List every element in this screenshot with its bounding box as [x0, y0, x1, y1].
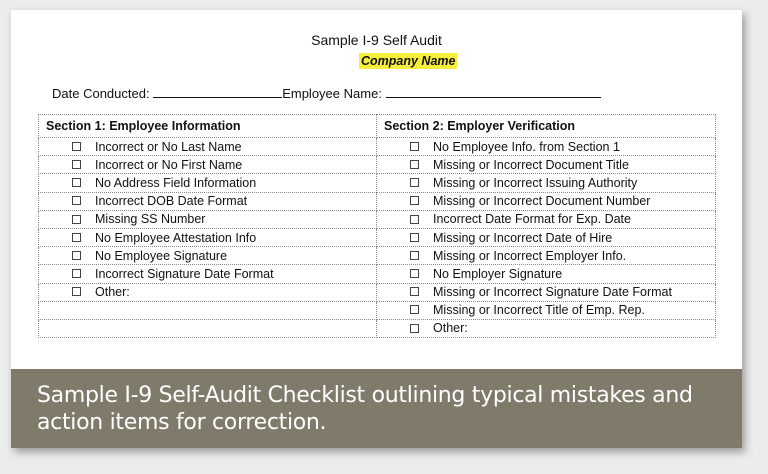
checkbox[interactable]	[410, 178, 419, 187]
checklist-item-label: No Employee Signature	[95, 248, 228, 263]
checklist-row	[39, 228, 716, 246]
section1-cell	[39, 283, 377, 301]
document-title: Sample I-9 Self Audit	[311, 32, 442, 48]
checkbox[interactable]	[410, 287, 419, 296]
checklist-item-label: No Employee Info. from Section 1	[433, 139, 620, 154]
section1-cell	[39, 301, 377, 319]
checkbox[interactable]	[72, 160, 81, 169]
checkbox[interactable]	[410, 251, 419, 260]
checklist-item-label: Missing or Incorrect Title of Emp. Rep.	[433, 303, 645, 318]
checkbox[interactable]	[72, 233, 81, 242]
checklist-item-label: Incorrect or No Last Name	[95, 139, 242, 154]
checklist-item-label: No Employee Attestation Info	[95, 230, 257, 245]
section2-cell	[377, 192, 716, 210]
checklist-item-label: Missing or Incorrect Document Number	[433, 194, 651, 209]
checklist-row	[39, 192, 716, 210]
checklist-item-label: Incorrect Date Format for Exp. Date	[433, 212, 631, 227]
checkbox[interactable]	[410, 269, 419, 278]
checklist-item-label: No Address Field Information	[95, 175, 257, 190]
section1-cell	[39, 174, 377, 192]
audit-checklist-table	[38, 114, 716, 338]
checkbox[interactable]	[410, 305, 419, 314]
checklist-row	[39, 319, 716, 337]
section1-cell	[39, 192, 377, 210]
checklist-item-label: Missing or Incorrect Signature Date Format	[433, 285, 672, 300]
section2-header: Section 2: Employer Verification	[377, 115, 716, 138]
checklist-item-label: Incorrect or No First Name	[95, 157, 243, 172]
employee-label: Employee Name:	[282, 86, 382, 101]
section2-cell	[377, 283, 716, 301]
date-field-line	[153, 86, 282, 98]
checklist-row	[39, 265, 716, 283]
checklist-row	[39, 301, 716, 319]
checkbox[interactable]	[410, 215, 419, 224]
checklist-item-label: Missing or Incorrect Employer Info.	[433, 248, 627, 263]
section1-cell	[39, 319, 377, 337]
checkbox[interactable]	[410, 160, 419, 169]
checklist-row	[39, 156, 716, 174]
section1-cell	[39, 228, 377, 246]
section1-cell	[39, 247, 377, 265]
document-card	[11, 10, 742, 448]
checklist-item-label: Missing or Incorrect Issuing Authority	[433, 175, 638, 190]
checkbox[interactable]	[410, 233, 419, 242]
checklist-item-label: Missing or Incorrect Date of Hire	[433, 230, 613, 245]
checklist-row	[39, 174, 716, 192]
meta-row	[52, 86, 601, 101]
section2-cell	[377, 210, 716, 228]
checklist-item-label: Missing SS Number	[95, 212, 206, 227]
section2-cell	[377, 156, 716, 174]
section-header-row	[39, 115, 716, 138]
checklist-item-label: Other:	[95, 285, 130, 300]
checkbox[interactable]	[72, 287, 81, 296]
checkbox[interactable]	[72, 196, 81, 205]
caption-banner	[11, 369, 742, 448]
section1-cell	[39, 138, 377, 156]
checklist-row	[39, 247, 716, 265]
checklist-item-label: Missing or Incorrect Document Title	[433, 157, 629, 172]
section2-cell	[377, 247, 716, 265]
section2-cell	[377, 301, 716, 319]
checklist-item-label: Other:	[433, 321, 468, 336]
caption-text: Sample I-9 Self-Audit Checklist outlining typical mistakes and action items for correction.	[37, 383, 693, 435]
checklist-item-label: Incorrect DOB Date Format	[95, 194, 248, 209]
section2-cell	[377, 174, 716, 192]
section1-header: Section 1: Employee Information	[39, 115, 377, 138]
employee-field-line	[386, 86, 601, 98]
checkbox[interactable]	[410, 142, 419, 151]
checkbox[interactable]	[72, 215, 81, 224]
checklist-item-label: Incorrect Signature Date Format	[95, 266, 274, 281]
checkbox[interactable]	[72, 178, 81, 187]
company-name: Company Name	[361, 54, 456, 68]
checkbox[interactable]	[410, 324, 419, 333]
section1-cell	[39, 156, 377, 174]
checkbox[interactable]	[72, 142, 81, 151]
section2-cell	[377, 265, 716, 283]
section2-cell	[377, 138, 716, 156]
checkbox[interactable]	[72, 251, 81, 260]
checklist-row	[39, 210, 716, 228]
date-label: Date Conducted:	[52, 86, 150, 101]
section1-cell	[39, 210, 377, 228]
checkbox[interactable]	[410, 196, 419, 205]
checkbox[interactable]	[72, 269, 81, 278]
section2-cell	[377, 319, 716, 337]
section2-cell	[377, 228, 716, 246]
checklist-row	[39, 138, 716, 156]
checklist-row	[39, 283, 716, 301]
checklist-item-label: No Employer Signature	[433, 266, 563, 281]
section1-cell	[39, 265, 377, 283]
